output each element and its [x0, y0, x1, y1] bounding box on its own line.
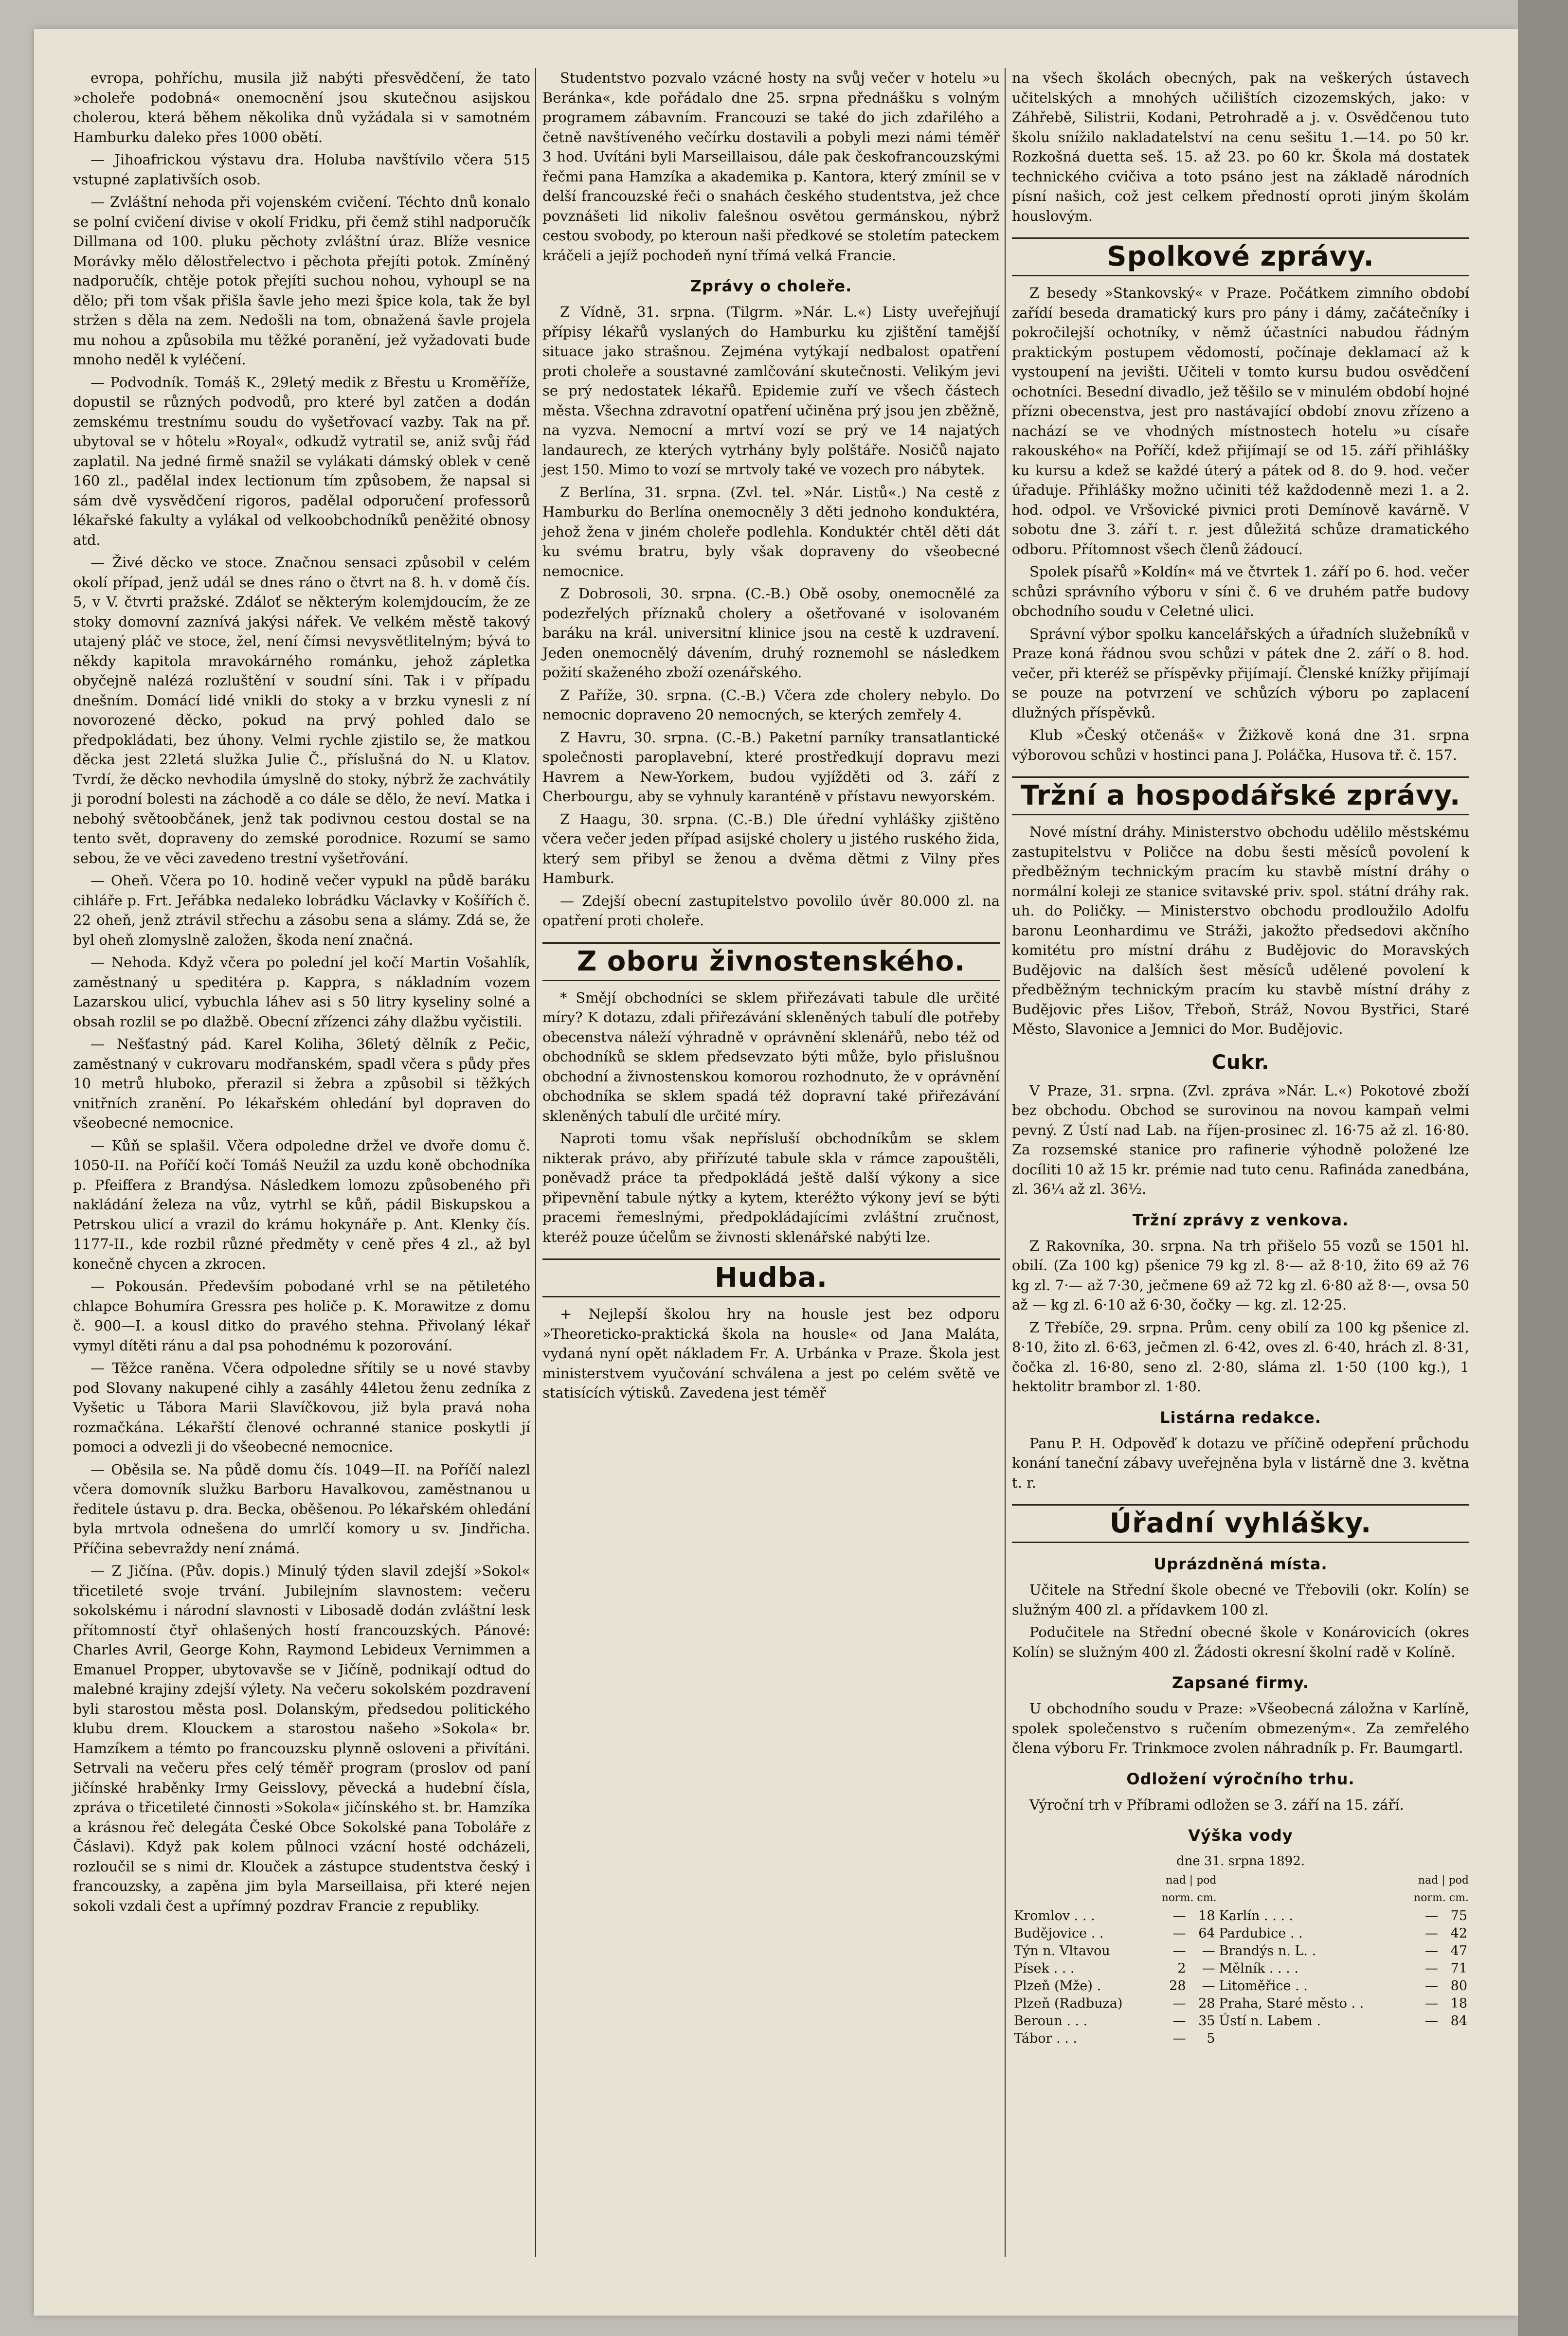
heading-mista: Uprázdněná místa.: [1153, 1555, 1328, 1573]
article-paragraph: evropa, pohříchu, musila již nabýti přesvědčení, že tato »choleře podobná« onemocnění jsou skutečnou asijskou cholerou, která během několika dnů vyžádala si v samotném Hamburku daleko přes 1000 obětí.: [73, 70, 530, 145]
article-paragraph: Klub »Český otčenáš« v Žižkově koná dne 31. srpna výborovou schůzi v hostinci pana J. Poláčka, Husova tř. č. 157.: [1012, 727, 1469, 763]
article-paragraph: Učitele na Střední škole obecné ve Třebovili (okr. Kolín) se služným 400 zl. a přídavkem 100 zl.: [1012, 1581, 1469, 1618]
article-paragraph: Studentstvo pozvalo vzácné hosty na svůj večer v hotelu »u Beránka«, kde pořádalo dne 25. srpna přednášku s volným programem zábavním. Francouzi se také do jich zdařilého a četně navštíveného večírku dostavili a pobyli mezi námi téměř 3 hod. Uvítáni byli Marseillaisou, dále pak českofrancouzskými řečmi pana Hamzíka a akademika p. Kantora, který zmínil se v delší francouzské řeči o snahách českého studentstva, jež chce povznášeti lid nikoliv falešnou osvětou germánskou, nýbrž cestou svobody, po kteroun naši předkové se stoletím pateckem kráčeli a jejíž pochodeň nyní třímá velká Francie.: [542, 70, 1000, 264]
water-value: —: [1425, 1995, 1438, 2011]
water-value: 47: [1450, 1943, 1467, 1959]
water-value: 2: [1177, 1960, 1186, 1976]
water-header-place-left: [1012, 1871, 1159, 1907]
article-paragraph: — Oheň. Včera po 10. hodině večer vypukl na půdě baráku cihláře p. Frt. Jeřábka nedaleko lobrádku Václavky v Košířích č. 22 oheň, jenž ztrávil střechu a zásobu sena a slámy. Zdá se, že byl oheň zlomyslně založen, škoda není značná.: [73, 872, 530, 948]
water-row: [1012, 1907, 1469, 1925]
water-value: 64: [1198, 1925, 1215, 1941]
article-paragraph: — Podvodník. Tomáš K., 29letý medik z Břestu u Kroměříže, dopustil se různých podvodů, pro které byl zatčen a dodán zemskému trestnímu soudu do vyšetřovací vazby. Tak na př. ubytoval se v hôtelu »Royal«, odkudž vytratil se, aniž svůj řád zaplatil. Na jedné firmě snažil se vylákati dámský oblek v ceně 160 zl., padělal index lectionum tím způsobem, že napsal si sám dvě vysvědčení rigoros, padělal odporučení professorů lékařské fakulty a vylákal od velkoobchodníků peněžité obnosy atd.: [73, 374, 530, 548]
water-row: [1012, 1995, 1469, 2013]
heading-vyhlasky: Úřadní vyhlášky.: [1109, 1508, 1372, 1539]
water-row: [1012, 2013, 1469, 2030]
article-paragraph: — Nešťastný pád. Karel Koliha, 36letý dělník z Pečic, zaměstnaný v cukrovaru modřanském, spadl včera s půdy přes 10 metrů hluboko, přerazil si žebra a způsobil si těžkých vnitřních zranění. Po lékařském ohledání byl dopraven do všeobecné nemocnice.: [73, 1036, 530, 1131]
water-value: 18: [1450, 1995, 1467, 2011]
water-station: Pardubice . .: [1219, 1925, 1303, 1941]
water-value: 75: [1450, 1908, 1467, 1923]
water-station: Kromlov . . .: [1014, 1908, 1095, 1923]
water-level-table: [1012, 1871, 1469, 2048]
water-station: Ústí n. Labem .: [1219, 2013, 1321, 2029]
water-value: 84: [1450, 2013, 1467, 2029]
article-paragraph: Výroční trh v Příbrami odložen se 3. září na 15. září.: [1029, 1796, 1404, 1813]
water-station: Praha, Staré město . .: [1219, 1995, 1364, 2011]
article-paragraph: V Praze, 31. srpna. (Zvl. zpráva »Nár. L.«) Pokotové zboží bez obchodu. Obchod se surovinou na novou kampaň velmi pevný. Z Ústí nad Lab. na říjen-prosinec zl. 16·75 až zl. 16·80. Za rozsemské stanice pro rafinerie výhodně položené lze docíliti 10 až 15 kr. prémie nad tuto cenu. Rafináda zanedbána, zl. 36¼ až zl. 36½.: [1012, 1082, 1469, 1197]
heading-firmy: Zapsané firmy.: [1171, 1673, 1310, 1692]
water-value: —: [1172, 1908, 1186, 1923]
water-row: [1012, 1942, 1469, 1960]
water-station: [1217, 2030, 1411, 2048]
article-paragraph: * Smějí obchodníci se sklem přiřezávati tabule dle určité míry? K dotazu, zdali přiřezávání skleněných tabulí dle potřeby obecenstva náleží výhradně v oprávnění sklenářů, nebo též od obchodníků se sklem předsevzato býti může, bylo přislušnou obchodní a živnostenskou komorou rozhodnuto, že v oprávnění obchodníka se sklem spadá též dopravní také přiřezávání skleněných tabulí dle určité míry.: [542, 989, 1000, 1124]
water-station: Brandýs n. L. .: [1219, 1943, 1316, 1959]
article-paragraph: Naproti tomu však nepřísluší obchodníkům se sklem nikterak právo, aby přiřízuté tabule skla v rámce zapouštěli, poněvadž práce ta předpokládá ještě další výkony a sice připevnění tabule nýtky a kytem, kteréžto výkony jeví se býti pracemi řemeslnými, předpokládajícími zvláštní zručnost, kteréž pouze účelům se živnosti sklenářské nabýti lze.: [542, 1130, 1000, 1245]
water-value: —: [1172, 1995, 1186, 2011]
column-1: [73, 68, 530, 1919]
article-paragraph: Správní výbor spolku kancelářských a úřadních služebníků v Praze koná řádnou svou schůzi v pátek dne 2. září o 8. hod. večer, při kteréž se příspěvky přijímají. Členské knížky přijímají se pouze na potvrzení ve schůzích výboru po zaplacení dlužných příspěvků.: [1012, 625, 1469, 721]
water-value: [1411, 2030, 1440, 2048]
heading-zivnost: Z oboru živnostenského.: [577, 945, 966, 977]
article-paragraph: + Nejlepší školou hry na housle jest bez odporu »Theoreticko-praktická škola na housle« od Jana Maláta, vydaná nyní opět nákladem Fr. A. Urbánka v Praze. Škola jest ministerstvem vyučování schválena a jest po celém světě ve statisících výtisků. Zavedena jest téměř: [542, 1306, 1000, 1401]
article-paragraph: Z Vídně, 31. srpna. (Tilgrm. »Nár. L.«) Listy uveřejňují přípisy lékařů vyslaných do Hamburku ku zjištění tamější situace jako strašnou. Zejména vytýkají nedbalost opatření proti choleře a soustavné zamlčování skutečnosti. Velikým jevi se prý nedostatek lékařů. Epidemie zuří ve všech částech města. Všechna zdravotní opatření učiněna prý jsou jen zběžně, na vyzva. Nemocní a mrtví vozí se prý ve 14 najatých landaurech, ze kterých vytrhány byly polštáře. Nosičů najato jest 150. Mimo to vozí se mrtvoly také ve vozech pro nábytek.: [542, 304, 1000, 478]
water-value: —: [1202, 1960, 1215, 1976]
article-paragraph: — Nehoda. Když včera po polední jel kočí Martin Vošahlík, zaměstnaný u speditéra p. Kappra, s nákladním vozem Lazarskou ulicí, vybuchla láhev asi s 50 litry kyseliny solné a obsah rozlil se po dlažbě. Obecní zřízenci záhy dlažbu vyčistili.: [73, 954, 530, 1030]
water-value: —: [1172, 1925, 1186, 1941]
water-value: —: [1172, 1943, 1186, 1959]
water-value: —: [1425, 1978, 1438, 1994]
article-paragraph: Z Rakovníka, 30. srpna. Na trh přišelo 55 vozů se 1501 hl. obilí. (Za 100 kg) pšenice 79 kg zl. 8·— až 8·10, žito 69 až 76 kg zl. 7·— až 7·30, ječmene 69 až 72 kg zl. 6·80 až 8·—, ovsa 50 až — kg zl. 6·10 až 6·30, čočky — kg. zl. 12·25.: [1012, 1237, 1469, 1313]
water-value: 5: [1207, 2031, 1215, 2046]
heading-box-zivnost: [542, 942, 1000, 981]
heading-trzni: Tržní a hospodářské zprávy.: [1020, 780, 1461, 811]
heading-cukr: Cukr.: [1211, 1051, 1270, 1074]
article-paragraph: — Těžce raněna. Včera odpoledne sřítily se u nové stavby pod Slovany nakupené cihly a zasáhly 44letou ženu zedníka z Vyšetic u Tábora Marii Slavíčkovou, již byla pravá noha rozmačkána. Lékařští členové ochranné stanice poskytli jí pomoci a odvezli ji do všeobecné nemocnice.: [73, 1360, 530, 1455]
article-paragraph: — Jihoafrickou výstavu dra. Holuba navštívilo včera 515 vstupné zaplativších osob.: [73, 151, 530, 188]
column-2: [542, 68, 1000, 1406]
water-station: Plzeň (Radbuza): [1014, 1995, 1123, 2011]
water-value: 80: [1450, 1978, 1467, 1994]
heading-box-vyhlasky: [1012, 1504, 1469, 1543]
article-paragraph: Z Haagu, 30. srpna. (C.-B.) Dle úřední vyhlášky zjištěno včera večer jeden případ asijské cholery u jistého ruského žida, který sem přibyl se ženou a dvěma dětmi z Vilny přes Hamburk.: [542, 810, 1000, 886]
water-header-right: nad | pod norm. cm.: [1414, 1874, 1469, 1904]
water-row: [1012, 2030, 1469, 2048]
scan-edge: [1518, 0, 1568, 2336]
water-header-left: nad | pod norm. cm.: [1161, 1874, 1217, 1904]
column-rule-2: [1005, 68, 1006, 2257]
article-paragraph: — Pokousán. Především pobodané vrhl se na pětiletého chlapce Bohumíra Gressra pes holiče p. K. Morawitze z domu č. 900—I. a kousl ditko do pravého stehna. Přivolaný lékař vymyl dítěti ránu a dal psa pohodnému k pozorování.: [73, 1278, 530, 1354]
column-rule-1: [535, 68, 536, 2257]
article-paragraph: na všech školách obecných, pak na veškerých ústavech učitelských a mnohých učilištích cizozemských, jako: v Záhřebě, Silistrii, Kodani, Petrohradě a j. v. Osvědčenou tuto školu snížilo nakladatelství na cenu sešitu 1.—14. po 50 kr. Rozkošná duetta seš. 15. až 23. po 60 kr. Škola má dostatek technického cvičiva a toto psáno jest na základě národních písní našich, což jest celkem předností oproti jiným školám houslovým.: [1012, 70, 1469, 224]
water-station: Mělník . . . .: [1219, 1960, 1298, 1976]
water-value: —: [1172, 2013, 1186, 2029]
water-value: —: [1202, 1943, 1215, 1959]
heading-trh: Odložení výročního trhu.: [1126, 1769, 1355, 1788]
water-station: Tábor . . .: [1014, 2031, 1077, 2046]
article-paragraph: Z besedy »Stankovský« v Praze. Počátkem zimního období zařídí beseda dramatický kurs pro pány i dámy, začátečníky i pokročilejší ochotníky, v němž účastníci nabudou řádným praktickým postupem vědomostí, počínaje deklamací až k vystoupení na jevišti. Učiteli v tomto kursu budou osvědčení ochotníci. Besední divadlo, jež těšilo se v minulém období hojné přízni obecenstva, jest pro nastávající období znovu zřízeno a nachází se ve vhodných místnostech hotelu »u císaře rakouského« na Poříčí, kdež přijímají se od 15. září přihlášky ku kursu a kdež se každé úterý a pátek od 8. do 9. hod. večer úřaduje. Přihlášky možno učiniti též každodenně mezi 1. a 2. hod. odpol. ve Vršovické pivnici proti Demínově kavárně. V sobotu dne 3. září t. r. jest důležitá schůze dramatického odboru. Přítomnost všech členů žádoucí.: [1012, 285, 1469, 557]
article-paragraph: U obchodního soudu v Praze: »Všeobecná záložna v Karlíně, spolek společenstvo s ručením obmezeným«. Za zemřelého člena výboru Fr. Trinkmoce zvolen náhradník p. Fr. Baumgartl.: [1012, 1700, 1469, 1756]
water-header-place-right: [1217, 1871, 1411, 1907]
water-value: 28: [1169, 1978, 1186, 1994]
heading-box-hudba: [542, 1258, 1000, 1297]
water-value: 18: [1198, 1908, 1215, 1923]
water-value: —: [1425, 1943, 1438, 1959]
article-paragraph: — Živé děcko ve stoce. Značnou sensaci způsobil v celém okolí případ, jenž udál se dnes ráno o čtvrt na 8. h. v domě čís. 5, v V. čtvrti pražské. Zdáloť se některým kolemjdoucím, že ze stoky domovní zaznívá jakýsi nářek. Ve velkém městě takový utajený pláč ve stoce, žel, není čímsi nevysvětlitelným; bývá to někdy kapitola mravokárného románku, jehož zápletka obyčejně nalézá rozluštění v soudní síni. Tak i v případu dnešním. Domácí lidé vnikli do stoky a v brzku vynesli z ní novorozené děcko, pokud na prvý pohled dalo se předpokládati, bez úhony. Velmi rychle zjistilo se, že matkou děcka jest 22letá služka Julie Č., příslušná do N. u Klatov. Tvrdí, že děcko nevhodila úmyslně do stoky, nýbrž že zachvátily ji porodní bolesti na záchodě a co dále se dělo, že neví. Matka i nebohý světoobčánek, jenž tak podivnou cestou dostal se na tento svět, dopraveny do zemské porodnice. Rozumí se samo sebou, že ve věci zavedeno trestní vyšetřování.: [73, 554, 530, 866]
water-date: dne 31. srpna 1892.: [1176, 1854, 1305, 1869]
water-station: Karlín . . . .: [1219, 1908, 1294, 1923]
article-paragraph: Z Paříže, 30. srpna. (C.-B.) Včera zde cholery nebylo. Do nemocnic dopraveno 20 nemocných, se kterých zemřely 4.: [542, 686, 1000, 723]
water-value: —: [1425, 2013, 1438, 2029]
heading-cholera: Zprávy o choleře.: [690, 277, 852, 295]
water-station: Týn n. Vltavou: [1014, 1943, 1110, 1959]
column-3: [1012, 68, 1469, 2048]
water-station: Litoměřice . .: [1219, 1978, 1308, 1994]
water-value: —: [1425, 1908, 1438, 1923]
water-value: 28: [1198, 1995, 1215, 2011]
water-row: [1012, 1925, 1469, 1942]
water-value: —: [1425, 1925, 1438, 1941]
article-paragraph: Z Berlína, 31. srpna. (Zvl. tel. »Nár. Listů«.) Na cestě z Hamburku do Berlína onemocněly 3 děti jednoho konduktéra, jehož žena v jiném choleře podlehla. Konduktér chtěl děti dát ku svému bratru, byly však dopraveny do všeobecné nemocnice.: [542, 484, 1000, 579]
water-value: —: [1425, 1960, 1438, 1976]
water-station: Budějovice . .: [1014, 1925, 1104, 1941]
article-paragraph: Panu P. H. Odpověď k dotazu ve příčině odepření průchodu konání taneční zábavy uveřejněna byla v listárně dne 3. května t. r.: [1012, 1435, 1469, 1491]
water-value: —: [1202, 1978, 1215, 1994]
article-paragraph: Z Třebíče, 29. srpna. Prům. ceny obilí za 100 kg pšenice zl. 8·10, žito zl. 6·63, ječmen zl. 6·42, oves zl. 6·40, hrách zl. 8·31, čočka zl. 16·80, seno zl. 2·80, sláma zl. 1·50 (100 kg.), 1 hektolitr brambor zl. 1·80.: [1012, 1319, 1469, 1395]
water-station: Písek . . .: [1014, 1960, 1075, 1976]
water-value: 71: [1450, 1960, 1467, 1976]
heading-spolky: Spolkové zprávy.: [1107, 241, 1374, 272]
heading-listarna: Listárna redakce.: [1160, 1408, 1321, 1427]
article-paragraph: — Oběsila se. Na půdě domu čís. 1049—II. na Poříčí nalezl včera domovník služku Barboru Havalkovou, zaměstnanou u ředitele ústavu p. dra. Becka, oběšenou. Po lékařském ohledání byla mrtvola odnešena do umrlčí komory u sv. Jindřicha. Příčina sebevraždy není známá.: [73, 1461, 530, 1557]
water-station: Plzeň (Mže) .: [1014, 1978, 1101, 1994]
article-paragraph: Z Dobrosoli, 30. srpna. (C.-B.) Obě osoby, onemocnělé za podezřelých příznaků cholery a ošetřované v isolovaném baráku na král. universitní klinice jsou na cestě k uzdravení. Jeden onemocnělý dávením, druhý roznemohl se následkem požití skaženého zboží ozenářského.: [542, 585, 1000, 681]
article-paragraph: Z Havru, 30. srpna. (C.-B.) Paketní parníky transatlantické společnosti paroplavební, které prostředkují dopravu mezi Havrem a New-Yorkem, budou vyjížděti od 3. září z Cherbourgu, aby se vyhnuly karanténě v přístavu newyorském.: [542, 729, 1000, 805]
article-paragraph: Podučitele na Střední obecné škole v Konárovicích (okres Kolín) se služným 400 zl. Žádosti okresní školní radě v Kolíně.: [1012, 1624, 1469, 1660]
article-paragraph: — Zdejší obecní zastupitelstvo povolilo úvěr 80.000 zl. na opatření proti choleře.: [542, 892, 1000, 929]
water-value: [1440, 2030, 1469, 2048]
article-paragraph: Spolek písařů »Koldín« má ve čtvrtek 1. září po 6. hod. večer schůzi správního výboru v síni č. 6 ve druhém patře budovy obchodního soudu v Celetné ulici.: [1012, 563, 1469, 619]
water-row: [1012, 1977, 1469, 1995]
water-station: Beroun . . .: [1014, 2013, 1088, 2029]
article-paragraph: Nové místní dráhy. Ministerstvo obchodu udělilo městskému zastupitelstvu v Poličce na dobu šesti měsíců povolení k předběžným technickým pracím ku stavbě místní dráhy o normální koleji ze stanice svitavské priv. spol. státní dráhy rak. uh. do Poličky. — Ministerstvo obchodu prodloužilo Adolfu baronu Leonhardimu ve Stráži, jakožto předsedovi akčního komitétu pro místní dráhu z Budějovic do Moravských Budějovic na dalších šest měsíců udělené povolení k předběžným technickým pracím ku stavbě místní dráhy z Budějovic přes Lišov, Třeboň, Stráž, Novou Bystřici, Staré Město, Slavonice a Jemnici do Mor. Budějovic.: [1012, 824, 1469, 1037]
water-value: —: [1172, 2031, 1186, 2046]
heading-hudba: Hudba.: [715, 1262, 828, 1294]
heading-box-trzni: [1012, 776, 1469, 815]
water-value: 35: [1198, 2013, 1215, 2029]
heading-voda: Výška vody: [1188, 1826, 1293, 1845]
water-value: 42: [1450, 1925, 1467, 1941]
heading-trhy: Tržní zprávy z venkova.: [1132, 1210, 1349, 1229]
article-paragraph: — Zvláštní nehoda při vojenském cvičení. Téchto dnů konalo se polní cvičení divise v okolí Fridku, při čemž stihl nadporučík Dillmana od 100. pluku pěchoty zvláštní úraz. Blíže vesnice Morávky mělo dělostřelectvo i pěchota přejíti potok. Zmíněný nadporučík, chtěje potok přejíti suchou nohou, vyhoupl se na dělo; při tom však přišla šavle jeho mezi špice kola, tak že byl stržen s děla na zem. Nedošli na tom, obnažená šavle projela mu nohou a způsobila mu těžké poranění, jež vyžadovati bude mnoho neděl k vyléčení.: [73, 194, 530, 368]
article-paragraph: — Z Jičína. (Pův. dopis.) Minulý týden slavil zdejší »Sokol« třicetileté svoje trvání. Jubilejním slavnostem: večeru sokolskému i národní slavnosti v Libosadě dodán zvláštní lesk přítomností čtyř ohlašených hostí francouzských. Pánové: Charles Avril, George Kohn, Raymond Lebideux Vernimmen a Emanuel Propper, ubytovavše se v Jičíně, podnikají odtud do malebné krajiny zdejší výlety. Na večeru sokolském pozdravení byli starostou města posl. Dolanským, předsedou politického klubu drem. Klouckem a starostou našeho »Sokola« br. Hamzíkem a témto po francouzsku plynně osloveni a přivítáni. Setrvali na večeru přes celý téměř program (proslov od paní jičínské hraběnky Irmy Geisslovy, pěvecká a hudební čísla, zpráva o třicetileté činnosti »Sokola« jičínského st. br. Hamzíka a krásnou řeč delegáta České Obce Sokolské pana Toboláře z Čáslavi). Když pak kolem půlnoci vzácní hosté odcházeli, rozloučil se s nimi dr. Klouček a zástupce studentstva český i francouzsky, a zapěna jim byla Marseillaisa, při které nejen sokoli vzdali čest a upřímný pozdrav Francie z republiky.: [73, 1563, 530, 1914]
article-paragraph: — Kůň se splašil. Včera odpoledne držel ve dvoře domu č. 1050-II. na Poříčí kočí Tomáš Neužil za uzdu koně obchodníka p. Pfeiffera z Brandýsa. Následkem lomozu způsobeného při nakládání železa na vůz, vytrhl se kůň, pádil Biskupskou a Petrskou ulicí a vrazil do krámu hokynáře p. Ant. Klenky čís. 1177-II., kde rozbil různé předměty v ceně přes 4 zl., až byl konečně chycen a zkrocen.: [73, 1137, 530, 1272]
heading-box-spolky: [1012, 237, 1469, 276]
water-row: [1012, 1960, 1469, 1977]
